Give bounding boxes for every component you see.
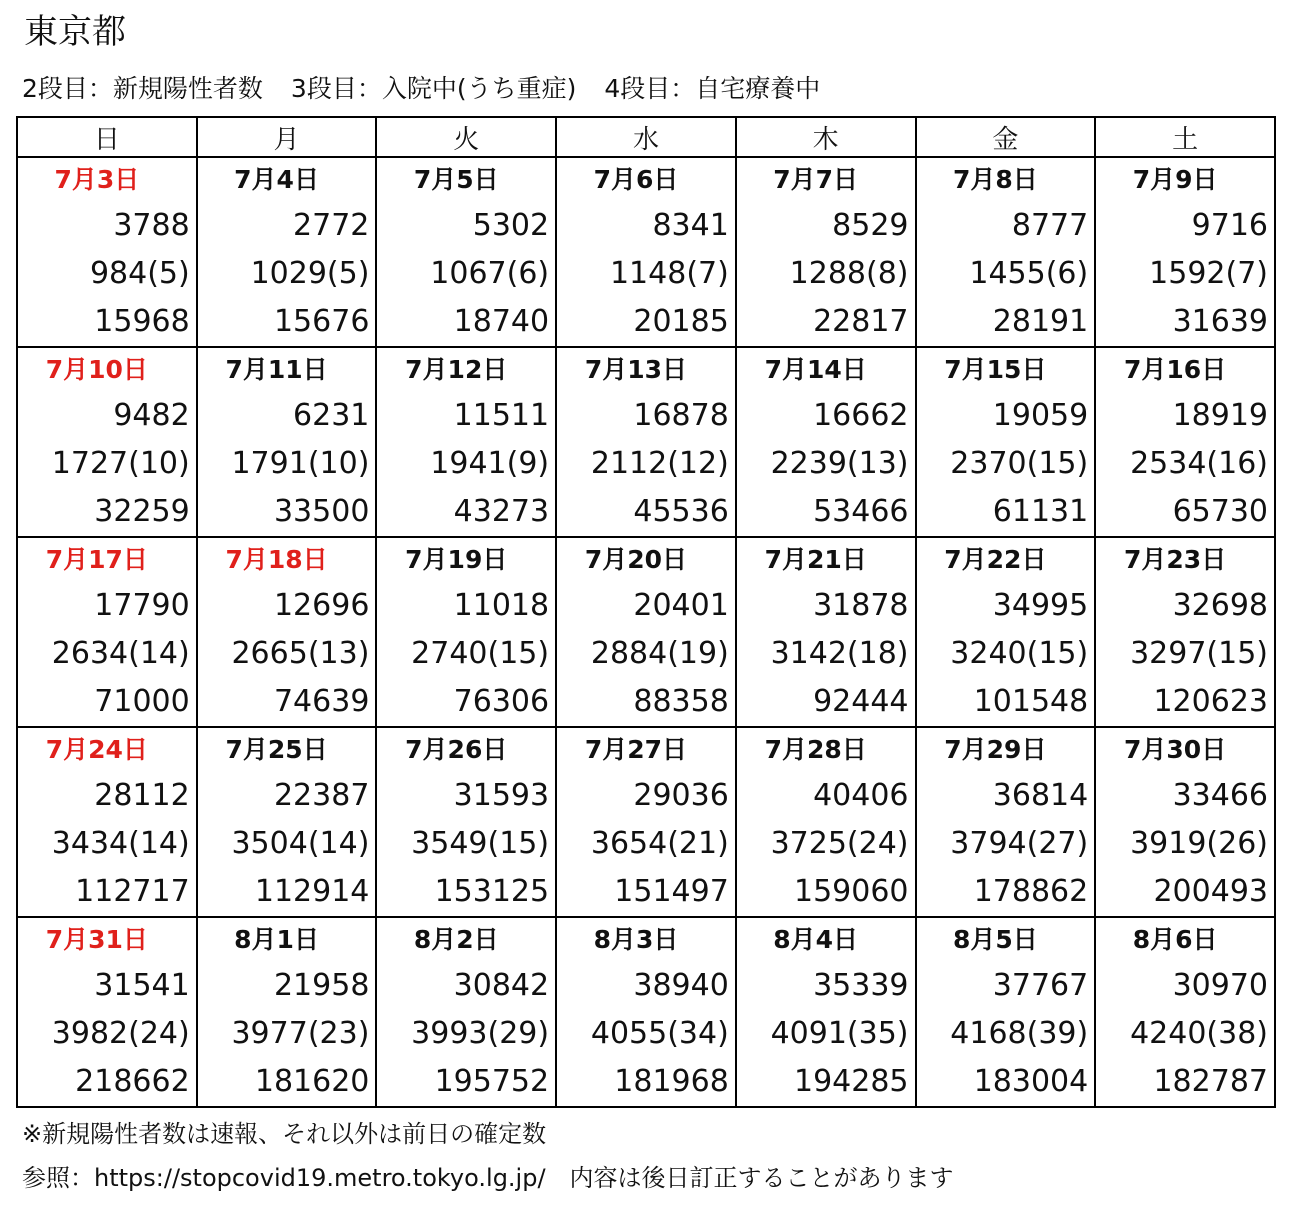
home-care-value: 218662 xyxy=(75,1064,190,1099)
calendar-body xyxy=(17,157,1275,1107)
correction-note: 内容は後日訂正することがあります xyxy=(569,1164,954,1192)
home-care-value: 194285 xyxy=(793,1064,909,1099)
new-cases-value: 30970 xyxy=(1172,968,1268,1003)
home-care-value: 15676 xyxy=(273,304,370,339)
day-cell xyxy=(376,157,556,347)
hospitalized-value: 984(5) xyxy=(89,256,190,291)
hospitalized-value: 3919(26) xyxy=(1130,826,1268,861)
day-cell xyxy=(1095,917,1275,1107)
home-care-value: 18740 xyxy=(453,304,550,339)
hospitalized-value: 4240(38) xyxy=(1130,1016,1268,1051)
day-cell xyxy=(556,727,736,917)
home-care-value: 61131 xyxy=(992,494,1089,529)
home-care-value: 15968 xyxy=(94,304,190,339)
legend-item-home-care: 4段目：自宅療養中 xyxy=(604,74,821,103)
day-date: 8月6日 xyxy=(1132,925,1218,954)
hospitalized-value: 3977(23) xyxy=(231,1016,370,1051)
hospitalized-value: 1148(7) xyxy=(609,256,729,291)
new-cases-value: 31541 xyxy=(94,968,190,1003)
day-date: 7月15日 xyxy=(944,355,1047,384)
new-cases-value: 8529 xyxy=(832,208,909,243)
day-cell xyxy=(197,917,377,1107)
new-cases-value: 28112 xyxy=(94,778,190,813)
day-cell xyxy=(376,917,556,1107)
new-cases-value: 8777 xyxy=(1011,208,1089,243)
day-cell xyxy=(736,727,916,917)
home-care-value: 33500 xyxy=(273,494,370,529)
hospitalized-value: 1067(6) xyxy=(430,256,550,291)
home-care-value: 65730 xyxy=(1172,494,1268,529)
new-cases-value: 37767 xyxy=(992,968,1089,1003)
home-care-value: 120623 xyxy=(1153,684,1268,719)
new-cases-value: 32698 xyxy=(1172,588,1268,623)
footnote: ※新規陽性者数は速報、それ以外は前日の確定数 xyxy=(22,1120,547,1148)
day-cell xyxy=(916,537,1096,727)
day-date: 7月6日 xyxy=(593,165,679,194)
hospitalized-value: 1029(5) xyxy=(250,256,370,291)
hospitalized-value: 3654(21) xyxy=(590,826,729,861)
day-cell xyxy=(17,537,197,727)
new-cases-value: 36814 xyxy=(992,778,1089,813)
home-care-value: 76306 xyxy=(453,684,550,719)
home-care-value: 183004 xyxy=(973,1064,1089,1099)
day-date: 7月25日 xyxy=(225,735,328,764)
home-care-value: 181620 xyxy=(254,1064,370,1099)
hospitalized-value: 4168(39) xyxy=(950,1016,1089,1051)
home-care-value: 178862 xyxy=(973,874,1089,909)
home-care-value: 53466 xyxy=(813,494,909,529)
weekday-header: 木 xyxy=(736,117,916,157)
home-care-value: 151497 xyxy=(614,874,729,909)
week-row xyxy=(17,917,1275,1107)
day-date: 8月4日 xyxy=(773,925,859,954)
day-date: 7月5日 xyxy=(413,165,499,194)
day-date: 8月1日 xyxy=(234,925,319,954)
reference-url: 参照：https://stopcovid19.metro.tokyo.lg.jp/ xyxy=(22,1164,546,1192)
day-cell xyxy=(556,917,736,1107)
day-cell xyxy=(556,537,736,727)
weekday-header: 金 xyxy=(916,117,1096,157)
weekday-header: 火 xyxy=(376,117,556,157)
home-care-value: 45536 xyxy=(633,494,729,529)
home-care-value: 112914 xyxy=(254,874,370,909)
day-date: 7月20日 xyxy=(584,545,688,574)
hospitalized-value: 2370(15) xyxy=(950,446,1089,481)
day-cell xyxy=(17,157,197,347)
day-date: 7月21日 xyxy=(764,545,867,574)
day-date: 8月5日 xyxy=(952,925,1038,954)
new-cases-value: 18919 xyxy=(1172,398,1268,433)
day-cell xyxy=(1095,157,1275,347)
new-cases-value: 31593 xyxy=(453,778,550,813)
day-date: 7月19日 xyxy=(405,545,508,574)
hospitalized-value: 2740(15) xyxy=(411,636,550,671)
home-care-value: 74639 xyxy=(273,684,370,719)
new-cases-value: 12696 xyxy=(273,588,370,623)
hospitalized-value: 3504(14) xyxy=(231,826,370,861)
day-date: 7月27日 xyxy=(584,735,688,764)
day-date: 7月24日 xyxy=(45,735,148,764)
weekday-header: 月 xyxy=(197,117,377,157)
home-care-value: 43273 xyxy=(453,494,550,529)
weekday-header: 日 xyxy=(17,117,197,157)
day-date: 7月16日 xyxy=(1124,355,1227,384)
new-cases-value: 19059 xyxy=(992,398,1089,433)
hospitalized-value: 1791(10) xyxy=(231,446,370,481)
hospitalized-value: 1592(7) xyxy=(1149,256,1268,291)
page-title: 東京都 xyxy=(24,12,126,52)
day-date: 7月8日 xyxy=(952,165,1038,194)
home-care-value: 182787 xyxy=(1153,1064,1268,1099)
new-cases-value: 22387 xyxy=(273,778,370,813)
day-cell xyxy=(736,537,916,727)
new-cases-value: 30842 xyxy=(453,968,550,1003)
hospitalized-value: 2665(13) xyxy=(231,636,370,671)
day-date: 7月17日 xyxy=(45,545,148,574)
hospitalized-value: 4091(35) xyxy=(770,1016,909,1051)
legend xyxy=(22,72,820,106)
day-cell xyxy=(916,157,1096,347)
day-date: 8月2日 xyxy=(413,925,499,954)
day-cell xyxy=(556,157,736,347)
weekday-header: 土 xyxy=(1095,117,1275,157)
day-cell xyxy=(376,537,556,727)
day-cell xyxy=(736,347,916,537)
hospitalized-value: 1455(6) xyxy=(969,256,1089,291)
day-date: 7月29日 xyxy=(944,735,1047,764)
day-date: 7月30日 xyxy=(1124,735,1227,764)
legend-item-new-cases: 2段目：新規陽性者数 xyxy=(22,74,263,103)
new-cases-value: 29036 xyxy=(633,778,729,813)
day-date: 7月23日 xyxy=(1124,545,1227,574)
home-care-value: 200493 xyxy=(1153,874,1268,909)
week-row xyxy=(17,727,1275,917)
new-cases-value: 17790 xyxy=(94,588,190,623)
home-care-value: 32259 xyxy=(94,494,190,529)
new-cases-value: 16878 xyxy=(633,398,729,433)
day-date: 7月7日 xyxy=(773,165,859,194)
new-cases-value: 35339 xyxy=(813,968,909,1003)
hospitalized-value: 3982(24) xyxy=(51,1016,190,1051)
home-care-value: 159060 xyxy=(793,874,909,909)
day-date: 7月14日 xyxy=(764,355,867,384)
home-care-value: 153125 xyxy=(434,874,550,909)
day-cell xyxy=(197,157,377,347)
new-cases-value: 34995 xyxy=(992,588,1089,623)
new-cases-value: 6231 xyxy=(293,398,370,433)
day-date: 7月26日 xyxy=(405,735,508,764)
day-cell xyxy=(197,537,377,727)
weekday-header: 水 xyxy=(556,117,736,157)
day-cell xyxy=(736,917,916,1107)
day-date: 7月13日 xyxy=(584,355,688,384)
new-cases-value: 21958 xyxy=(273,968,370,1003)
week-row xyxy=(17,347,1275,537)
hospitalized-value: 1727(10) xyxy=(51,446,190,481)
hospitalized-value: 3142(18) xyxy=(770,636,909,671)
new-cases-value: 11018 xyxy=(453,588,550,623)
weekday-header-row xyxy=(17,117,1275,157)
day-date: 8月3日 xyxy=(593,925,679,954)
day-date: 7月18日 xyxy=(225,545,328,574)
new-cases-value: 33466 xyxy=(1172,778,1268,813)
day-cell xyxy=(17,917,197,1107)
new-cases-value: 16662 xyxy=(813,398,909,433)
home-care-value: 20185 xyxy=(633,304,729,339)
hospitalized-value: 2239(13) xyxy=(770,446,909,481)
week-row xyxy=(17,157,1275,347)
day-cell xyxy=(376,727,556,917)
day-date: 7月31日 xyxy=(45,925,148,954)
hospitalized-value: 4055(34) xyxy=(590,1016,729,1051)
day-date: 7月12日 xyxy=(405,355,508,384)
day-cell xyxy=(197,727,377,917)
new-cases-value: 31878 xyxy=(813,588,909,623)
hospitalized-value: 2112(12) xyxy=(590,446,729,481)
new-cases-value: 9716 xyxy=(1191,208,1268,243)
hospitalized-value: 2534(16) xyxy=(1130,446,1268,481)
day-date: 7月9日 xyxy=(1132,165,1218,194)
day-date: 7月28日 xyxy=(764,735,867,764)
hospitalized-value: 3725(24) xyxy=(770,826,909,861)
hospitalized-value: 2634(14) xyxy=(51,636,190,671)
new-cases-value: 5302 xyxy=(472,208,550,243)
home-care-value: 28191 xyxy=(992,304,1089,339)
day-cell xyxy=(376,347,556,537)
new-cases-value: 38940 xyxy=(633,968,729,1003)
day-cell xyxy=(1095,347,1275,537)
day-date: 7月11日 xyxy=(225,355,328,384)
day-cell xyxy=(736,157,916,347)
day-date: 7月4日 xyxy=(234,165,319,194)
hospitalized-value: 3434(14) xyxy=(51,826,190,861)
calendar-table xyxy=(16,116,1276,1108)
new-cases-value: 2772 xyxy=(293,208,370,243)
new-cases-value: 8341 xyxy=(652,208,729,243)
new-cases-value: 40406 xyxy=(813,778,909,813)
home-care-value: 22817 xyxy=(813,304,909,339)
day-cell xyxy=(916,347,1096,537)
hospitalized-value: 3549(15) xyxy=(411,826,550,861)
hospitalized-value: 3297(15) xyxy=(1130,636,1268,671)
day-cell xyxy=(916,917,1096,1107)
new-cases-value: 3788 xyxy=(113,208,190,243)
home-care-value: 31639 xyxy=(1172,304,1268,339)
home-care-value: 101548 xyxy=(973,684,1089,719)
hospitalized-value: 3993(29) xyxy=(411,1016,550,1051)
day-cell xyxy=(1095,727,1275,917)
day-cell xyxy=(197,347,377,537)
home-care-value: 71000 xyxy=(94,684,190,719)
day-cell xyxy=(916,727,1096,917)
hospitalized-value: 3240(15) xyxy=(950,636,1089,671)
day-cell xyxy=(17,727,197,917)
hospitalized-value: 1288(8) xyxy=(789,256,909,291)
day-cell xyxy=(556,347,736,537)
home-care-value: 88358 xyxy=(633,684,729,719)
hospitalized-value: 1941(9) xyxy=(430,446,550,481)
week-row xyxy=(17,537,1275,727)
day-date: 7月22日 xyxy=(944,545,1047,574)
day-cell xyxy=(1095,537,1275,727)
day-date: 7月10日 xyxy=(45,355,148,384)
day-cell xyxy=(17,347,197,537)
new-cases-value: 20401 xyxy=(633,588,729,623)
home-care-value: 112717 xyxy=(75,874,190,909)
home-care-value: 181968 xyxy=(614,1064,729,1099)
new-cases-value: 9482 xyxy=(113,398,190,433)
hospitalized-value: 2884(19) xyxy=(590,636,729,671)
home-care-value: 92444 xyxy=(813,684,909,719)
home-care-value: 195752 xyxy=(434,1064,550,1099)
legend-item-hospitalized: 3段目：入院中(うち重症) xyxy=(290,74,577,103)
day-date: 7月3日 xyxy=(54,165,140,194)
reference-line xyxy=(22,1162,954,1194)
hospitalized-value: 3794(27) xyxy=(950,826,1089,861)
new-cases-value: 11511 xyxy=(453,398,550,433)
